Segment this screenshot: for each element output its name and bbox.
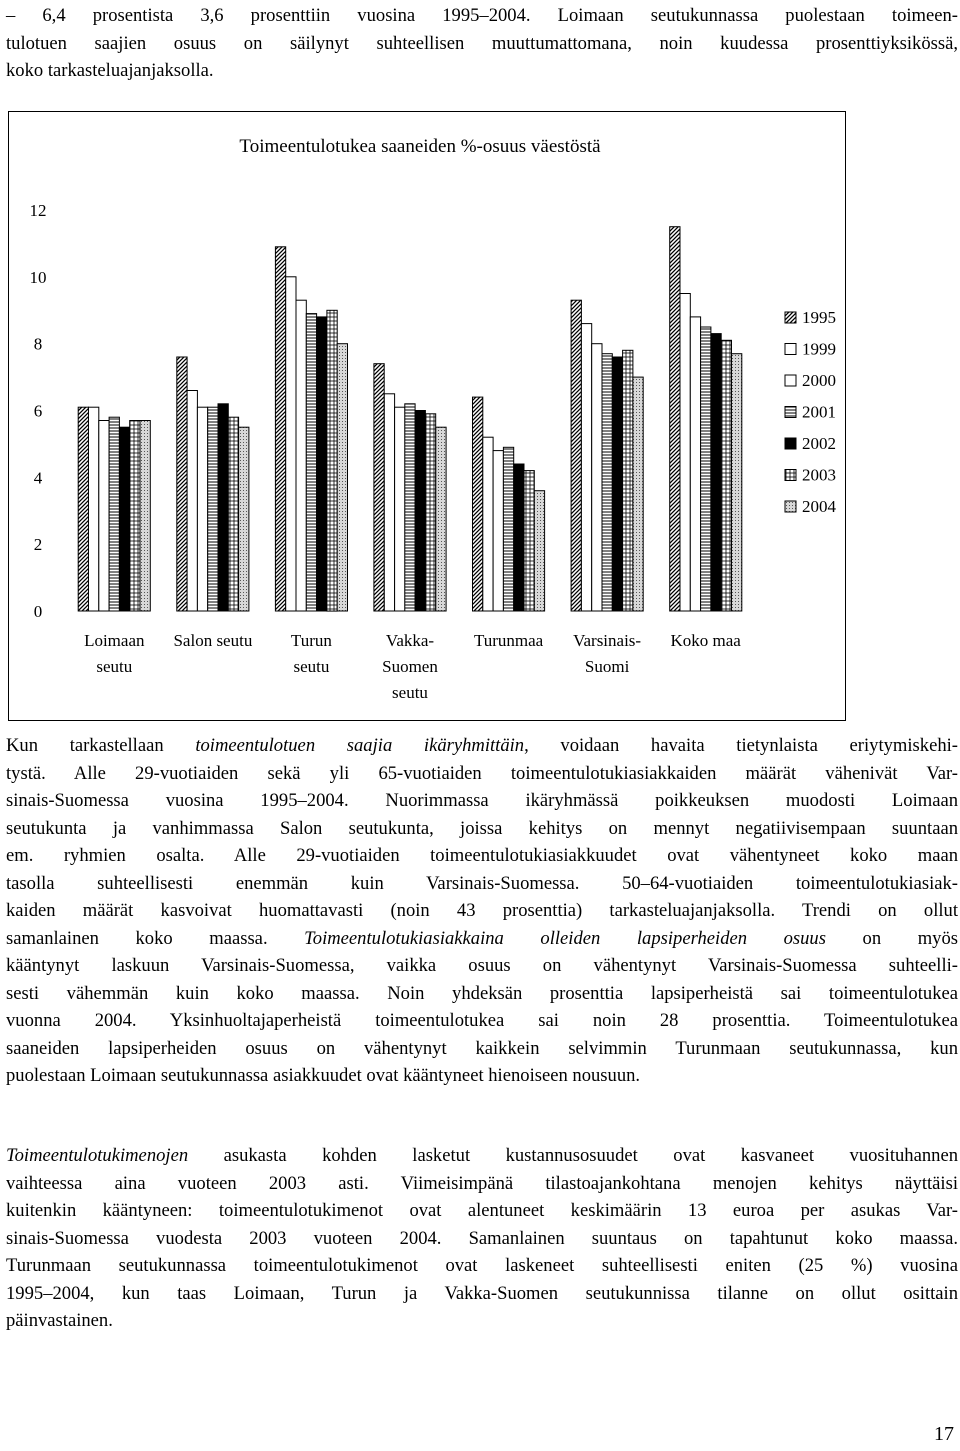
- x-category-label: Turunmaa: [473, 631, 544, 650]
- text-line: [6, 1035, 958, 1063]
- bar-2001: [602, 354, 612, 611]
- legend-swatch-2000: [785, 375, 796, 386]
- x-category-label: Loimaan: [84, 631, 145, 650]
- text-line: [6, 870, 958, 898]
- bar-2000: [99, 421, 109, 612]
- legend-label: 2003: [802, 465, 836, 485]
- bar-1995: [275, 247, 285, 611]
- bar-2000: [395, 407, 405, 611]
- y-tick-label: 8: [33, 334, 43, 354]
- bar-2001: [701, 327, 711, 611]
- y-tick-label: 10: [29, 267, 47, 287]
- body-paragraph-expenses: [6, 1142, 958, 1335]
- x-category-label: Varsinais-: [573, 631, 642, 650]
- text-line: [6, 1252, 958, 1280]
- text-run: sesti vähemmän kuin koko maassa. Noin yhdeksän prosenttia lapsiperheistä sai toimeentulotukea: [6, 982, 958, 1004]
- bar-group: [473, 397, 545, 611]
- bar-2001: [405, 404, 415, 611]
- y-tick-label: 4: [33, 468, 43, 488]
- text-line: [6, 842, 958, 870]
- text-line: koko tarkasteluajanjaksolla.: [6, 60, 214, 81]
- bar-1995: [473, 397, 483, 611]
- text-run: , voidaan havaita tietynlaista eriytymiskehi-: [524, 735, 958, 756]
- bar-2001: [306, 314, 316, 611]
- bar-2002: [317, 317, 327, 611]
- text-run: kaiden määrät kasvoivat huomattavasti (noin 43 prosenttia) tarkasteluajanjaksolla. Trendi on ollut: [6, 900, 958, 921]
- italic-text: Toimeentulotukimenojen: [6, 1145, 189, 1166]
- text-run: seutukunta ja vanhimmassa Salon seutukunta, joissa kehitys on mennyt negatiivisempaan suuntaan: [6, 817, 958, 839]
- text-run: tasolla suhteellisesti enemmän kuin Varsinais-Suomessa. 50–64-vuotiaiden toimeentulotukiasiak-: [6, 872, 958, 894]
- text-run: päinvastainen.: [6, 1310, 113, 1331]
- legend-swatch-1995: [785, 312, 796, 323]
- y-tick-label: 6: [33, 401, 43, 421]
- y-tick-label: 12: [29, 201, 47, 220]
- bar-chart: [9, 112, 845, 720]
- bar-2004: [633, 377, 643, 611]
- bar-2004: [239, 427, 249, 611]
- x-category-label: Vakka-: [385, 631, 435, 650]
- bar-1995: [374, 364, 384, 611]
- text-line: [6, 1197, 958, 1225]
- bar-2002: [514, 464, 524, 611]
- italic-text: Toimeentulotukiasiakkaina olleiden lapsiperheiden osuus: [304, 927, 826, 949]
- text-run: tystä. Alle 29-vuotiaiden sekä yli 65-vuotiaiden toimeentulotukiasiakkaiden määrät vähenivät Var-: [6, 762, 958, 784]
- bar-2001: [208, 407, 218, 611]
- text-line: [6, 1280, 958, 1308]
- text-run: sinais-Suomessa vuodesta 2003 vuoteen 2004. Samanlainen suuntaus on tapahtunut koko maassa.: [6, 1227, 958, 1249]
- x-category-label: seutu: [392, 683, 428, 702]
- legend-swatch-1999: [785, 344, 796, 355]
- bar-1995: [571, 300, 581, 611]
- bar-group: [78, 407, 150, 611]
- text-line: – 6,4 prosentista 3,6 prosenttiin vuosina 1995–2004. Loimaan seutukunnassa puolestaan toimeen-: [6, 5, 958, 26]
- bar-2004: [732, 354, 742, 611]
- text-line: [6, 925, 958, 953]
- bar-2002: [218, 404, 228, 611]
- bar-2004: [436, 427, 446, 611]
- text-run: samanlainen koko maassa.: [6, 927, 305, 949]
- bar-1999: [384, 394, 394, 611]
- text-run: puolestaan Loimaan seutukunnassa asiakkuudet ovat kääntyneet hienoiseen nousuun.: [6, 1065, 641, 1086]
- x-category-label: Turun: [290, 631, 332, 650]
- text-run: kuitenkin kääntyneen: toimeentulotukimenot ovat alentuneet keskimäärin 13 euroa per asukas Var-: [6, 1200, 958, 1221]
- legend-swatch-2001: [785, 407, 796, 418]
- legend-label: 2001: [802, 402, 836, 422]
- text-line: [6, 897, 958, 925]
- text-line: [6, 1007, 958, 1035]
- text-line: [6, 787, 958, 815]
- bar-2001: [109, 417, 119, 611]
- x-category-label: Koko maa: [670, 631, 741, 650]
- bar-1999: [581, 324, 591, 611]
- bar-2003: [721, 340, 731, 611]
- legend-swatch-2003: [785, 470, 796, 481]
- bar-2004: [140, 421, 150, 612]
- intro-paragraph: [6, 2, 958, 85]
- y-tick-label: 2: [33, 535, 43, 555]
- text-line: [6, 732, 958, 760]
- legend-label: 1999: [802, 339, 836, 359]
- text-run: vuonna 2004. Yksinhuoltajaperheistä toimeentulotukea sai noin 28 prosenttia. Toimeentulotukea: [6, 1010, 958, 1031]
- bar-2002: [711, 334, 721, 611]
- bar-2000: [690, 317, 700, 611]
- chart-legend: [785, 308, 837, 516]
- bar-2003: [228, 417, 238, 611]
- bar-2000: [296, 300, 306, 611]
- bar-chart-frame: [8, 111, 846, 721]
- bar-group: [177, 357, 249, 611]
- chart-title: Toimeentulotukea saaneiden %-osuus väestöstä: [239, 136, 601, 157]
- text-line: tulotuen saajien osuus on säilynyt suhteellisen muuttumattomana, noin kuudessa prosenttiyksikössä,: [6, 32, 958, 54]
- text-line: [6, 1307, 958, 1335]
- text-run: on myös: [825, 927, 958, 949]
- bar-2004: [337, 344, 347, 611]
- bar-1999: [680, 294, 690, 612]
- text-run: Turunmaan seutukunnassa toimeentulotukimenot ovat laskeneet suhteellisesti eniten (25 %) vuosina: [6, 1255, 958, 1276]
- text-line: [6, 1225, 958, 1253]
- text-run: em. ryhmien osalta. Alle 29-vuotiaiden toimeentulotukiasiakkuudet ovat vähentyneet koko maan: [6, 845, 958, 866]
- bar-2000: [197, 407, 207, 611]
- y-tick-label: 0: [33, 602, 43, 621]
- bar-1999: [187, 391, 197, 612]
- text-line: [6, 760, 958, 788]
- bar-2002: [612, 357, 622, 611]
- bar-2000: [493, 451, 503, 611]
- text-line: [6, 952, 958, 980]
- text-run: sinais-Suomessa vuosina 1995–2004. Nuorimmassa ikäryhmässä poikkeuksen muodosti Loimaan: [6, 790, 958, 811]
- bar-2004: [534, 491, 544, 611]
- bar-1995: [177, 357, 187, 611]
- x-category-label: Suomi: [584, 657, 630, 676]
- legend-label: 1995: [802, 308, 836, 327]
- text-run: Kun tarkastellaan: [6, 735, 196, 756]
- legend-swatch-2004: [785, 501, 796, 512]
- bar-1995: [78, 407, 88, 611]
- bar-group: [374, 364, 446, 611]
- y-axis: [30, 201, 47, 621]
- body-paragraph-age-groups: [6, 732, 958, 1090]
- legend-label: 2004: [802, 497, 836, 516]
- bar-2003: [425, 414, 435, 611]
- bar-2003: [327, 310, 337, 611]
- bar-group: [275, 247, 347, 611]
- text-line: [6, 1062, 958, 1090]
- text-line: [6, 815, 958, 843]
- bar-groups: [78, 227, 742, 611]
- legend-swatch-2002: [785, 438, 796, 449]
- text-run: vaihteessa aina vuoteen 2003 asti. Viimeisimpänä tilastoajankohtana menojen kehitys näyttäisi: [6, 1172, 958, 1194]
- x-category-label: Suomen: [382, 657, 438, 676]
- bar-2001: [503, 447, 513, 611]
- text-run: kääntynyt laskuun Varsinais-Suomessa, vaikka osuus on vähentynyt Varsinais-Suomessa suhteelli-: [6, 955, 958, 976]
- bar-1999: [286, 277, 296, 611]
- x-category-label: Salon seutu: [173, 631, 253, 650]
- legend-label: 2002: [802, 434, 836, 453]
- x-axis-labels: [84, 631, 741, 702]
- bar-group: [571, 300, 643, 611]
- bar-2003: [623, 350, 633, 611]
- legend-label: 2000: [802, 371, 836, 390]
- text-run: saaneiden lapsiperheiden osuus on vähentynyt kaikkein selvimmin Turunmaan seutukunnassa, kun: [6, 1037, 958, 1059]
- bar-1995: [670, 227, 680, 611]
- page-number: 17: [934, 1423, 954, 1445]
- bar-1999: [483, 437, 493, 611]
- bar-group: [670, 227, 742, 611]
- bar-2003: [130, 421, 140, 612]
- text-line: [6, 1170, 958, 1198]
- x-category-label: seutu: [293, 657, 330, 676]
- text-run: 1995–2004, kun taas Loimaan, Turun ja Vakka-Suomen seutukunnissa tilanne on ollut osittain: [6, 1282, 958, 1304]
- text-run: asukasta kohden lasketut kustannusosuudet ovat kasvaneet vuosituhannen: [188, 1145, 958, 1166]
- bar-2002: [119, 427, 129, 611]
- bar-2000: [592, 344, 602, 611]
- text-line: [6, 980, 958, 1008]
- text-line: [6, 1142, 958, 1170]
- italic-text: toimeentulotuen saajia ikäryhmittäin: [195, 735, 525, 756]
- bar-2002: [415, 411, 425, 612]
- bar-2003: [524, 471, 534, 611]
- x-category-label: seutu: [96, 657, 133, 676]
- bar-1999: [89, 407, 99, 611]
